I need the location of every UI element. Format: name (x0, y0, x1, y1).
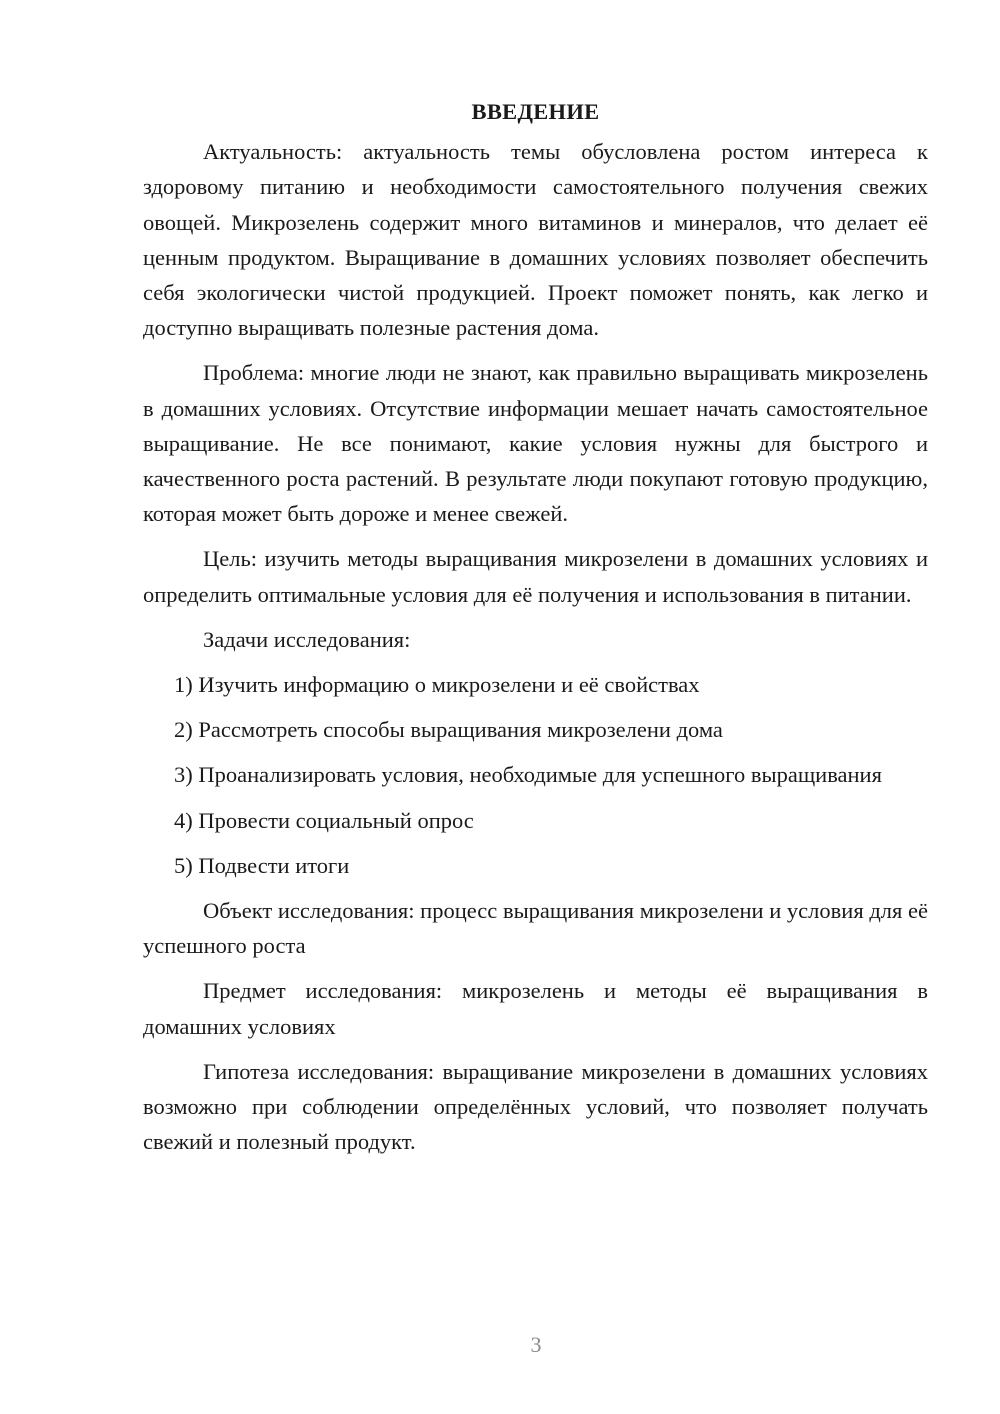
task-item-2: 2) Рассмотреть способы выращивания микрозелени дома (174, 717, 723, 743)
page-content (143, 94, 928, 1169)
subject-paragraph: Предмет исследования: микрозелень и методы её выращивания в домашних условиях (143, 978, 928, 1039)
object-paragraph: Объект исследования: процесс выращивания микрозелени и условия для её успешного роста (143, 898, 928, 959)
page-number: 3 (530, 1332, 542, 1357)
goal-paragraph: Цель: изучить методы выращивания микрозелени в домашних условиях и определить оптимальные условия для её получения и использования в питании. (143, 546, 928, 607)
relevance-paragraph: Актуальность: актуальность темы обусловлена ростом интереса к здоровому питанию и необходимости самостоятельного получения свежих овощей. Микрозелень содержит много витаминов и минералов, что делает её ценным продуктом. Выращивание в домашних условиях позволяет обеспечить себя экологически чистой продукцией. Проект поможет понять, как легко и доступно выращивать полезные растения дома. (143, 139, 928, 341)
task-item-3: 3) Проанализировать условия, необходимые для успешного выращивания (174, 762, 882, 788)
section-heading: ВВЕДЕНИЕ (471, 99, 600, 124)
tasks-title: Задачи исследования: (203, 626, 411, 652)
task-item-4: 4) Провести социальный опрос (174, 807, 474, 833)
task-item-5: 5) Подвести итоги (174, 852, 350, 878)
problem-paragraph: Проблема: многие люди не знают, как правильно выращивать микрозелень в домашних условиях. Отсутствие информации мешает начать самостоятельное выращивание. Не все понимают, какие условия нужны для быстрого и качественного роста растений. В результате люди покупают готовую продукцию, которая может быть дороже и менее свежей. (143, 360, 928, 527)
task-item-1: 1) Изучить информацию о микрозелени и её свойствах (174, 672, 700, 698)
hypothesis-paragraph: Гипотеза исследования: выращивание микрозелени в домашних условиях возможно при соблюдении определённых условий, что позволяет получать свежий и полезный продукт. (143, 1058, 928, 1155)
